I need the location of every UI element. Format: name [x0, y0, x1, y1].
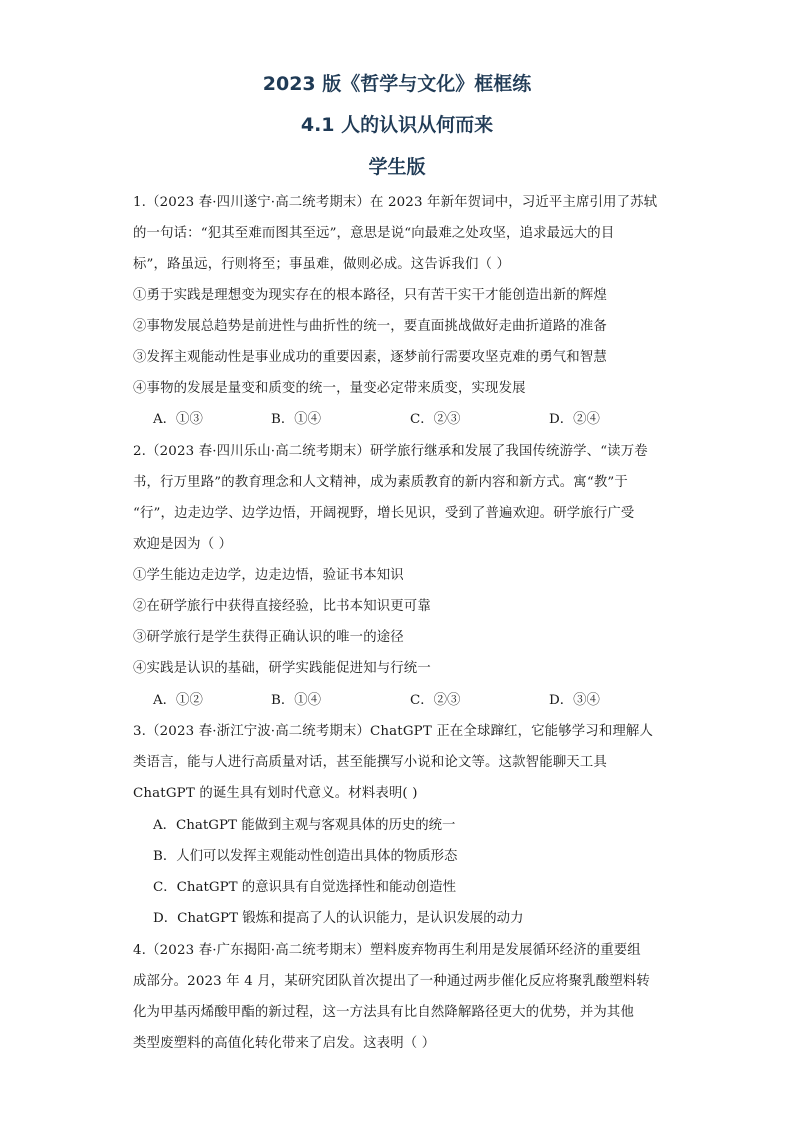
question-text: 书，行万里路”的教育理念和人文精神，成为素质教育的新内容和新方式。寓“教”于 [133, 475, 628, 490]
section-title: 4.1 人的认识从何而来 [300, 114, 494, 136]
edition-label: 学生版 [368, 156, 426, 178]
statement-2: ②在研学旅行中获得直接经验，比书本知识更可靠 [133, 599, 431, 614]
question-text: ChatGPT 的诞生具有划时代意义。材料表明( ) [133, 786, 418, 801]
statement-3: ③发挥主观能动性是事业成功的重要因素，逐梦前行需要攻坚克难的勇气和智慧 [133, 350, 607, 365]
question-text: 类语言，能与人进行高质量对话，甚至能撰写小说和论文等。这款智能聊天工具 [133, 755, 607, 770]
question-text: 类型废塑料的高值化转化带来了启发。这表明（ ） [133, 1036, 436, 1051]
option-b: B．人们可以发挥主观能动性创造出具体的物质形态 [153, 849, 458, 864]
statement-1: ①学生能边走边学，边走边悟，验证书本知识 [133, 568, 404, 583]
statement-4: ④实践是认识的基础，研学实践能促进知与行统一 [133, 661, 431, 676]
option-c: C．②③ [410, 412, 461, 427]
question-text: 的一句话：“犯其至难而图其至远”，意思是说“向最难之处攻坚，追求最远大的目 [133, 226, 615, 241]
document-title: 2023 版《哲学与文化》框框练 [262, 73, 532, 95]
question-text: “行”，边走边学、边学边悟，开阔视野，增长见识，受到了普遍欢迎。研学旅行广受 [133, 506, 635, 521]
option-d: D．③④ [549, 693, 600, 708]
question-text: 欢迎是因为（ ） [133, 537, 233, 552]
question-text: 成部分。2023 年 4 月，某研究团队首次提出了一种通过两步催化反应将聚乳酸塑料转 [133, 974, 650, 989]
option-b: B．①④ [271, 412, 322, 427]
option-a: A．①② [153, 693, 203, 708]
statement-3: ③研学旅行是学生获得正确认识的唯一的途径 [133, 630, 404, 645]
question-text: 4.（2023 春·广东揭阳·高二统考期末）塑料废弃物再生利用是发展循环经济的重要组 [133, 943, 641, 958]
option-b: B．①④ [271, 693, 322, 708]
statement-4: ④事物的发展是量变和质变的统一，量变必定带来质变，实现发展 [133, 381, 526, 396]
statement-1: ①勇于实践是理想变为现实存在的根本路径，只有苦干实干才能创造出新的辉煌 [133, 288, 607, 303]
question-text: 1.（2023 春·四川遂宁·高二统考期末）在 2023 年新年贺词中，习近平主席引用了苏轼 [133, 195, 658, 210]
option-d: D．ChatGPT 锻炼和提高了人的认识能力，是认识发展的动力 [153, 911, 524, 926]
question-text: 标”，路虽远，行则将至；事虽难，做则必成。这告诉我们（ ） [133, 257, 510, 272]
option-c: C．ChatGPT 的意识具有自觉选择性和能动创造性 [153, 880, 457, 895]
question-text: 3.（2023 春·浙江宁波·高二统考期末）ChatGPT 正在全球蹿红，它能够学习和理解人 [133, 724, 653, 739]
option-c: C．②③ [410, 693, 461, 708]
question-text: 2.（2023 春·四川乐山·高二统考期末）研学旅行继承和发展了我国传统游学、“读万卷 [133, 444, 648, 459]
option-a: A．①③ [153, 412, 203, 427]
option-a: A．ChatGPT 能做到主观与客观具体的历史的统一 [153, 818, 456, 833]
question-text: 化为甲基丙烯酸甲酯的新过程，这一方法具有比自然降解路径更大的优势，并为其他 [133, 1005, 635, 1020]
statement-2: ②事物发展总趋势是前进性与曲折性的统一，要直面挑战做好走曲折道路的准备 [133, 319, 607, 334]
option-d: D．②④ [549, 412, 600, 427]
